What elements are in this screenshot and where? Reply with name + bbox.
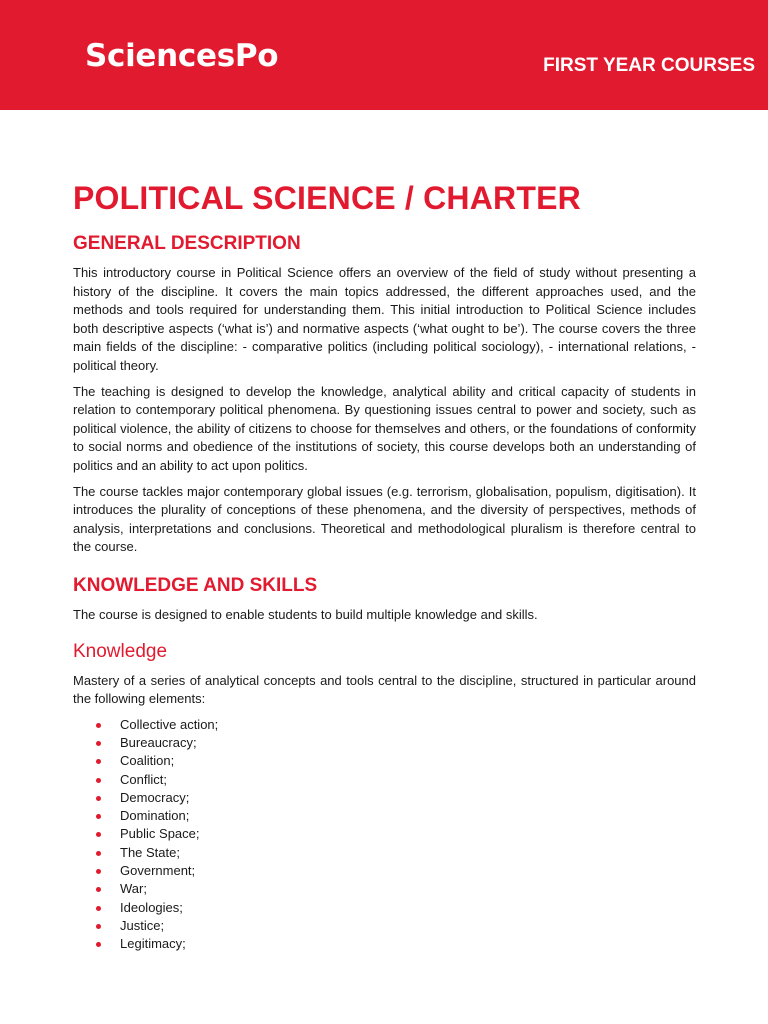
list-item-text: Collective action;: [120, 716, 219, 732]
list-item-text: The State;: [120, 844, 180, 860]
list-item-text: Domination;: [120, 808, 190, 824]
section-label: FIRST YEAR COURSES: [543, 55, 755, 76]
list-item-text: Democracy;: [120, 789, 190, 805]
list-item: [73, 880, 696, 898]
list-item: [73, 771, 696, 789]
bullet-icon: [96, 796, 101, 801]
bullet-icon: [96, 814, 101, 819]
knowledge-intro: Mastery of a series of analytical concepts and tools central to the discipline, structured in particular around the following elements:: [73, 672, 696, 707]
list-item-text: Justice;: [120, 917, 165, 933]
page-title: POLITICAL SCIENCE / CHARTER: [73, 180, 581, 216]
bullet-icon: [96, 924, 101, 929]
list-item: [73, 917, 696, 935]
list-item: [73, 844, 696, 862]
list-item: [73, 899, 696, 917]
bullet-icon: [96, 741, 101, 746]
bullet-icon: [96, 887, 101, 892]
knowledge-list: [73, 716, 696, 954]
knowledge-skills-heading: KNOWLEDGE AND SKILLS: [73, 574, 318, 596]
list-item-text: Legitimacy;: [120, 936, 186, 952]
header-banner: [0, 0, 768, 110]
document-body: [73, 180, 696, 954]
list-item-text: Bureaucracy;: [120, 734, 197, 750]
general-paragraph-1: This introductory course in Political Science offers an overview of the field of study without presenting a history of the discipline. It covers the main topics addressed, the different approaches used, and the methods and tools required for understanding them. This initial introduction to Political Science includes both descriptive aspects (‘what is’) and normative aspects (‘what ought to be’). The course covers the three main fields of the discipline: - comparative politics (including political sociology), - international relations, - political theory.: [73, 265, 696, 373]
list-item: [73, 935, 696, 953]
list-item-text: Conflict;: [120, 771, 167, 787]
bullet-icon: [96, 759, 101, 764]
knowledge-skills-intro: The course is designed to enable students to build multiple knowledge and skills.: [73, 606, 538, 622]
list-item: [73, 734, 696, 752]
bullet-icon: [96, 778, 101, 783]
bullet-icon: [96, 851, 101, 856]
list-item: [73, 807, 696, 825]
general-paragraph-2: The teaching is designed to develop the knowledge, analytical ability and critical capacity of students in relation to contemporary political phenomena. By questioning issues central to power and society, such as political violence, the ability of citizens to choose for themselves and others, or the foundations of conformity to social norms and obedience of the institutions of society, this course develops both an understanding of politics and an ability to act upon politics.: [73, 383, 696, 473]
general-paragraph-3: The course tackles major contemporary global issues (e.g. terrorism, globalisation, populism, digitisation). It introduces the plurality of conceptions of these phenomena, and the diversity of perspectives, methods of analysis, interpretations and conclusions. Theoretical and methodological pluralism is therefore central to the course.: [73, 483, 696, 555]
bullet-icon: [96, 942, 101, 947]
bullet-icon: [96, 832, 101, 837]
knowledge-subheading: Knowledge: [73, 640, 168, 662]
list-item: [73, 789, 696, 807]
bullet-icon: [96, 869, 101, 874]
bullet-icon: [96, 906, 101, 911]
list-item: [73, 862, 696, 880]
list-item-text: Ideologies;: [120, 899, 183, 915]
list-item-text: Public Space;: [120, 826, 200, 842]
bullet-icon: [96, 723, 101, 728]
list-item-text: War;: [120, 881, 147, 897]
list-item-text: Coalition;: [120, 753, 175, 769]
general-description-heading: GENERAL DESCRIPTION: [73, 233, 301, 254]
list-item: [73, 825, 696, 843]
list-item-text: Government;: [120, 863, 196, 879]
list-item: [73, 716, 696, 734]
list-item: [73, 752, 696, 770]
sciencespo-logo: SciencesPo: [85, 38, 279, 74]
